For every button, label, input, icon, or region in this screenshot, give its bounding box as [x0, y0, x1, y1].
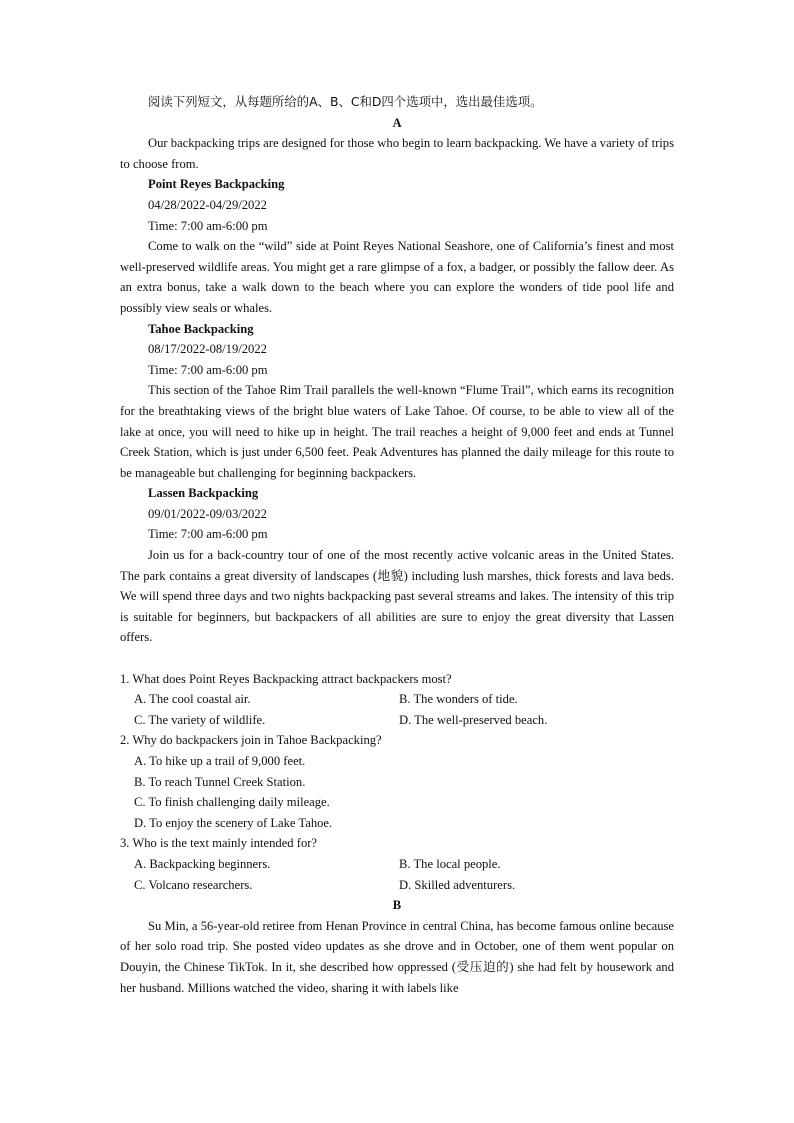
option-c: C. To finish challenging daily mileage.	[134, 795, 330, 810]
option-d: D. Skilled adventurers.	[399, 877, 516, 892]
options-row	[120, 875, 674, 896]
option-d: D. To enjoy the scenery of Lake Tahoe.	[134, 815, 333, 830]
option-c: C. The variety of wildlife.	[134, 712, 266, 727]
trip-time: Time: 7:00 am-6:00 pm	[148, 527, 268, 542]
option-c: C. Volcano researchers.	[134, 877, 253, 892]
question-1: 1. What does Point Reyes Backpacking attract backpackers most?	[120, 671, 452, 686]
spacer	[120, 648, 674, 669]
trip-name: Tahoe Backpacking	[148, 321, 254, 336]
trip-dates: 08/17/2022-08/19/2022	[148, 342, 267, 357]
passage-b-heading: B	[392, 898, 402, 913]
trip-description: Join us for a back-country tour of one of the most recently active volcanic areas in the United States. The park contains a great diversity of landscapes (地貌) including lush marshes, thick forests and lava beds. We will spend three days and two nights backpacking past several streams and lakes. The intensity of this trip is suitable for beginners, but backpackers of all abilities are sure to enjoy the great diversity that Lassen offers.	[120, 548, 674, 645]
options-row	[120, 854, 674, 875]
trip-description: Come to walk on the “wild” side at Point Reyes National Seashore, one of California’s finest and most well-preserved wildlife areas. You might get a rare glimpse of a fox, a badger, or possibly the fallow deer. As an extra bonus, take a walk down to the beach where you can explore the wonders of tide pool life and possibly view seals or whales.	[120, 239, 674, 315]
question-2: 2. Why do backpackers join in Tahoe Backpacking?	[120, 733, 382, 748]
trip-dates: 09/01/2022-09/03/2022	[148, 506, 267, 521]
exam-page	[120, 92, 674, 998]
trip-time: Time: 7:00 am-6:00 pm	[148, 218, 268, 233]
instructions: 阅读下列短文，从每题所给的A、B、C和D四个选项中，选出最佳选项。	[148, 94, 543, 109]
passage-a-heading: A	[392, 115, 402, 130]
trip-name: Lassen Backpacking	[148, 486, 259, 501]
options-row	[120, 689, 674, 710]
options-row	[120, 710, 674, 731]
option-a: A. Backpacking beginners.	[134, 856, 271, 871]
trip-name: Point Reyes Backpacking	[148, 177, 285, 192]
option-d: D. The well-preserved beach.	[399, 712, 548, 727]
trip-dates: 04/28/2022-04/29/2022	[148, 197, 267, 212]
option-a: A. To hike up a trail of 9,000 feet.	[134, 754, 306, 768]
passage-a-intro: Our backpacking trips are designed for those who begin to learn backpacking. We have a variety of trips to choose from.	[120, 136, 674, 171]
passage-b-text: Su Min, a 56-year-old retiree from Henan Province in central China, has become famous online because of her solo road trip. She posted video updates as she drove and in October, one of them went popular on Douyin, the Chinese TikTok. In it, she described how oppressed (受压迫的) she had felt by housework and her husband. Millions watched the video, sharing it with labels like	[120, 918, 674, 995]
option-a: A. The cool coastal air.	[134, 692, 251, 707]
option-b: B. The local people.	[399, 856, 501, 871]
question-3: 3. Who is the text mainly intended for?	[120, 836, 318, 851]
option-b: B. The wonders of tide.	[399, 692, 518, 707]
option-b: B. To reach Tunnel Creek Station.	[134, 774, 306, 789]
trip-time: Time: 7:00 am-6:00 pm	[148, 362, 268, 377]
trip-description: This section of the Tahoe Rim Trail parallels the well-known “Flume Trail”, which earns its recognition for the breathtaking views of the bright blue waters of Lake Tahoe. Of course, to be able to view all of the lake at once, you will need to hike up in height. The trail reaches a height of 9,000 feet and ends at Tunnel Creek Station, which is just under 6,500 feet. Peak Adventures has planned the daily mileage for this route to be manageable but challenging for beginning backpackers.	[120, 383, 674, 480]
